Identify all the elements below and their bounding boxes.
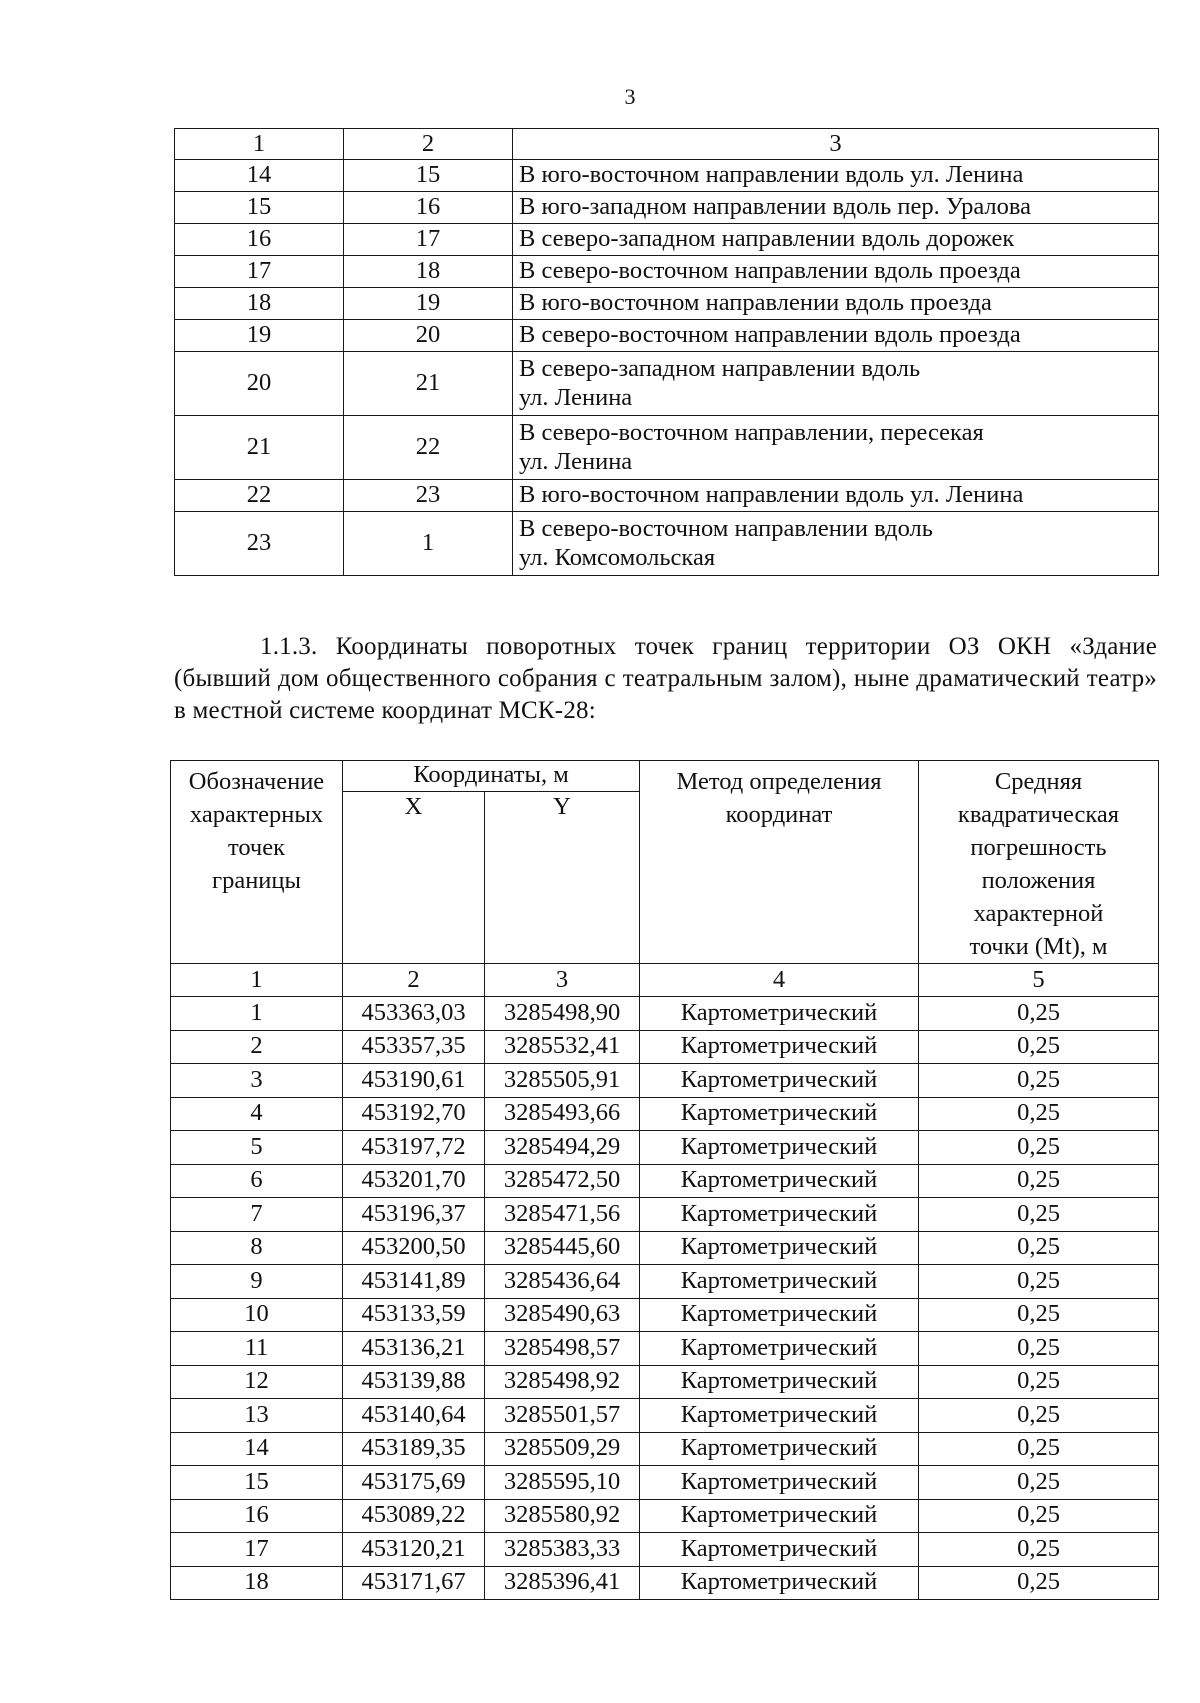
route-description — [513, 288, 1159, 320]
point-id: 13 — [171, 1399, 343, 1433]
coord-x: 453139,88 — [343, 1365, 485, 1399]
coords-table-row — [171, 1332, 1159, 1366]
route-to-point: 23 — [344, 480, 513, 512]
coord-x: 453141,89 — [343, 1265, 485, 1299]
method: Картометрический — [640, 1533, 919, 1567]
route-description-line: В северо-восточном направлении вдоль проезда — [519, 257, 1021, 285]
method: Картометрический — [640, 1131, 919, 1165]
route-to-point: 21 — [344, 352, 513, 416]
coord-y: 3285595,10 — [485, 1466, 640, 1500]
route-from-point: 16 — [175, 224, 344, 256]
route-from-point: 20 — [175, 352, 344, 416]
coord-y: 3285436,64 — [485, 1265, 640, 1299]
route-description — [513, 512, 1159, 576]
header-mt — [919, 761, 1159, 964]
coord-y: 3285509,29 — [485, 1432, 640, 1466]
method: Картометрический — [640, 1399, 919, 1433]
method: Картометрический — [640, 1298, 919, 1332]
mt-error: 0,25 — [919, 1332, 1159, 1366]
route-description-line: В юго-западном направлении вдоль пер. Уралова — [519, 193, 1032, 221]
coord-y: 3285471,56 — [485, 1198, 640, 1232]
coord-y: 3285498,90 — [485, 997, 640, 1031]
coords-table-row — [171, 1265, 1159, 1299]
section-paragraph: 1.1.3. Координаты поворотных точек границ территории ОЗ ОКН «Здание (бывший дом общественного собрания с театральным залом), ныне драматический театр» в местной системе координат МСК-28: — [174, 633, 1157, 724]
route-to-point: 18 — [344, 256, 513, 288]
coord-y: 3285498,57 — [485, 1332, 640, 1366]
route-to-point: 16 — [344, 192, 513, 224]
coord-x: 453140,64 — [343, 1399, 485, 1433]
route-to-point: 19 — [344, 288, 513, 320]
coords-table-row — [171, 1432, 1159, 1466]
header-mt-line: Средняя — [994, 768, 1083, 795]
point-id: 9 — [171, 1265, 343, 1299]
method: Картометрический — [640, 1466, 919, 1500]
route-description-line: В северо-западном направлении вдоль — [519, 355, 921, 383]
route-to-point: 15 — [344, 160, 513, 192]
route-from-point: 15 — [175, 192, 344, 224]
route-table-body — [175, 129, 1159, 576]
method: Картометрический — [640, 1164, 919, 1198]
coord-x: 453136,21 — [343, 1332, 485, 1366]
coords-table-row — [171, 1030, 1159, 1064]
coords-table-row — [171, 1064, 1159, 1098]
coords-table-row — [171, 1298, 1159, 1332]
route-description-line: В северо-восточном направлении, пересекая — [519, 419, 984, 447]
route-to-point: 1 — [344, 512, 513, 576]
point-id: 14 — [171, 1432, 343, 1466]
mt-error: 0,25 — [919, 1365, 1159, 1399]
coords-column-numbers-row — [171, 964, 1159, 997]
coord-y: 3285383,33 — [485, 1533, 640, 1567]
header-coordinates: Координаты, м — [343, 761, 640, 792]
coord-y: 3285498,92 — [485, 1365, 640, 1399]
coord-x: 453190,61 — [343, 1064, 485, 1098]
header-mt-line: положения — [981, 867, 1096, 894]
coord-y: 3285493,66 — [485, 1097, 640, 1131]
coordinates-table-body — [171, 761, 1159, 1600]
coord-y: 3285532,41 — [485, 1030, 640, 1064]
header-method — [640, 761, 919, 964]
route-description-line: В северо-западном направлении вдоль дорожек — [519, 225, 1015, 253]
route-table-header-row — [175, 129, 1159, 160]
coord-y: 3285505,91 — [485, 1064, 640, 1098]
method: Картометрический — [640, 1332, 919, 1366]
route-from-point: 22 — [175, 480, 344, 512]
route-to-point: 17 — [344, 224, 513, 256]
coords-table-row — [171, 1164, 1159, 1198]
mt-error: 0,25 — [919, 1030, 1159, 1064]
coord-x: 453200,50 — [343, 1231, 485, 1265]
method: Картометрический — [640, 1432, 919, 1466]
mt-error: 0,25 — [919, 1198, 1159, 1232]
column-number: 5 — [919, 964, 1159, 997]
point-id: 1 — [171, 997, 343, 1031]
coord-y: 3285445,60 — [485, 1231, 640, 1265]
column-number: 4 — [640, 964, 919, 997]
coords-table-row — [171, 1198, 1159, 1232]
method: Картометрический — [640, 1566, 919, 1600]
point-id: 6 — [171, 1164, 343, 1198]
route-description-line: ул. Комсомольская — [519, 543, 716, 571]
header-mt-line: погрешность — [970, 834, 1107, 861]
route-table-row — [175, 480, 1159, 512]
route-table-row — [175, 512, 1159, 576]
route-from-point: 23 — [175, 512, 344, 576]
coords-table-row — [171, 1566, 1159, 1600]
coord-x: 453120,21 — [343, 1533, 485, 1567]
route-description — [513, 320, 1159, 352]
coord-y: 3285396,41 — [485, 1566, 640, 1600]
coord-y: 3285580,92 — [485, 1499, 640, 1533]
route-table-row — [175, 256, 1159, 288]
route-description-line: В северо-восточном направлении вдоль — [519, 515, 933, 543]
route-table-row — [175, 192, 1159, 224]
mt-error: 0,25 — [919, 1164, 1159, 1198]
header-designation-line: Обозначение — [188, 768, 325, 795]
coord-x: 453363,03 — [343, 997, 485, 1031]
header-mt-line: квадратическая — [957, 801, 1120, 828]
page-number: 3 — [624, 84, 636, 109]
mt-error: 0,25 — [919, 1399, 1159, 1433]
mt-error: 0,25 — [919, 1566, 1159, 1600]
point-id: 3 — [171, 1064, 343, 1098]
coord-x: 453197,72 — [343, 1131, 485, 1165]
route-from-point: 18 — [175, 288, 344, 320]
route-table-row — [175, 352, 1159, 416]
route-description — [513, 256, 1159, 288]
method: Картометрический — [640, 1231, 919, 1265]
route-table-row — [175, 288, 1159, 320]
header-method-line: координат — [725, 801, 833, 828]
route-description-line: В северо-восточном направлении вдоль проезда — [519, 321, 1021, 349]
point-id: 11 — [171, 1332, 343, 1366]
mt-error: 0,25 — [919, 1231, 1159, 1265]
route-description — [513, 352, 1159, 416]
point-id: 12 — [171, 1365, 343, 1399]
route-table-row — [175, 224, 1159, 256]
route-description — [513, 480, 1159, 512]
point-id: 5 — [171, 1131, 343, 1165]
point-id: 15 — [171, 1466, 343, 1500]
route-description — [513, 416, 1159, 480]
method: Картометрический — [640, 1198, 919, 1232]
coord-x: 453133,59 — [343, 1298, 485, 1332]
method: Картометрический — [640, 1030, 919, 1064]
route-description — [513, 224, 1159, 256]
route-description-line: ул. Ленина — [519, 447, 633, 475]
mt-error: 0,25 — [919, 1131, 1159, 1165]
coord-y: 3285494,29 — [485, 1131, 640, 1165]
route-from-point: 17 — [175, 256, 344, 288]
mt-error: 0,25 — [919, 1097, 1159, 1131]
coords-table-row — [171, 1231, 1159, 1265]
column-number: 1 — [171, 964, 343, 997]
coords-table-row — [171, 1365, 1159, 1399]
route-description-line: В юго-восточном направлении вдоль ул. Ленина — [519, 161, 1024, 189]
mt-error: 0,25 — [919, 1466, 1159, 1500]
mt-error: 0,25 — [919, 1533, 1159, 1567]
method: Картометрический — [640, 1499, 919, 1533]
coord-x: 453189,35 — [343, 1432, 485, 1466]
header-method-line: Метод определения — [676, 768, 882, 795]
method: Картометрический — [640, 1064, 919, 1098]
header-designation-line: характерных — [189, 801, 324, 828]
route-header-col-3: 3 — [513, 129, 1159, 160]
point-id: 4 — [171, 1097, 343, 1131]
coord-x: 453357,35 — [343, 1030, 485, 1064]
route-table-row — [175, 160, 1159, 192]
mt-error: 0,25 — [919, 1064, 1159, 1098]
coord-x: 453089,22 — [343, 1499, 485, 1533]
coord-x: 453171,67 — [343, 1566, 485, 1600]
coords-header-row-1 — [171, 761, 1159, 792]
route-description-line: В юго-восточном направлении вдоль ул. Ленина — [519, 481, 1024, 509]
route-from-point: 14 — [175, 160, 344, 192]
header-mt-line: точки (Mt), м — [969, 933, 1108, 960]
coords-table-row — [171, 1533, 1159, 1567]
route-header-col-2: 2 — [344, 129, 513, 160]
mt-error: 0,25 — [919, 1499, 1159, 1533]
header-designation-line: точек — [227, 834, 286, 861]
route-description — [513, 160, 1159, 192]
coords-table-row — [171, 1466, 1159, 1500]
method: Картометрический — [640, 1365, 919, 1399]
route-to-point: 20 — [344, 320, 513, 352]
coordinates-table — [170, 760, 1159, 1600]
coord-y: 3285472,50 — [485, 1164, 640, 1198]
header-designation-line: границы — [212, 867, 301, 894]
column-number: 2 — [343, 964, 485, 997]
route-header-col-1: 1 — [175, 129, 344, 160]
method: Картометрический — [640, 997, 919, 1031]
header-mt-line: характерной — [973, 900, 1104, 927]
header-y: Y — [485, 791, 640, 963]
mt-error: 0,25 — [919, 1432, 1159, 1466]
point-id: 8 — [171, 1231, 343, 1265]
header-x: X — [343, 791, 485, 963]
route-description-line: В юго-восточном направлении вдоль проезда — [519, 289, 992, 317]
coord-x: 453175,69 — [343, 1466, 485, 1500]
route-table-row — [175, 416, 1159, 480]
mt-error: 0,25 — [919, 997, 1159, 1031]
route-to-point: 22 — [344, 416, 513, 480]
header-designation — [171, 761, 343, 964]
mt-error: 0,25 — [919, 1265, 1159, 1299]
coord-x: 453201,70 — [343, 1164, 485, 1198]
coord-y: 3285501,57 — [485, 1399, 640, 1433]
coord-y: 3285490,63 — [485, 1298, 640, 1332]
point-id: 18 — [171, 1566, 343, 1600]
point-id: 16 — [171, 1499, 343, 1533]
coord-x: 453196,37 — [343, 1198, 485, 1232]
coords-table-row — [171, 1097, 1159, 1131]
mt-error: 0,25 — [919, 1298, 1159, 1332]
method: Картометрический — [640, 1097, 919, 1131]
column-number: 3 — [485, 964, 640, 997]
point-id: 10 — [171, 1298, 343, 1332]
point-id: 7 — [171, 1198, 343, 1232]
point-id: 2 — [171, 1030, 343, 1064]
coords-table-row — [171, 997, 1159, 1031]
coords-table-row — [171, 1131, 1159, 1165]
point-id: 17 — [171, 1533, 343, 1567]
route-from-point: 21 — [175, 416, 344, 480]
coords-table-row — [171, 1499, 1159, 1533]
route-table-row — [175, 320, 1159, 352]
route-description-line: ул. Ленина — [519, 383, 633, 411]
route-table — [174, 128, 1159, 576]
coord-x: 453192,70 — [343, 1097, 485, 1131]
coords-table-row — [171, 1399, 1159, 1433]
method: Картометрический — [640, 1265, 919, 1299]
route-description — [513, 192, 1159, 224]
route-from-point: 19 — [175, 320, 344, 352]
